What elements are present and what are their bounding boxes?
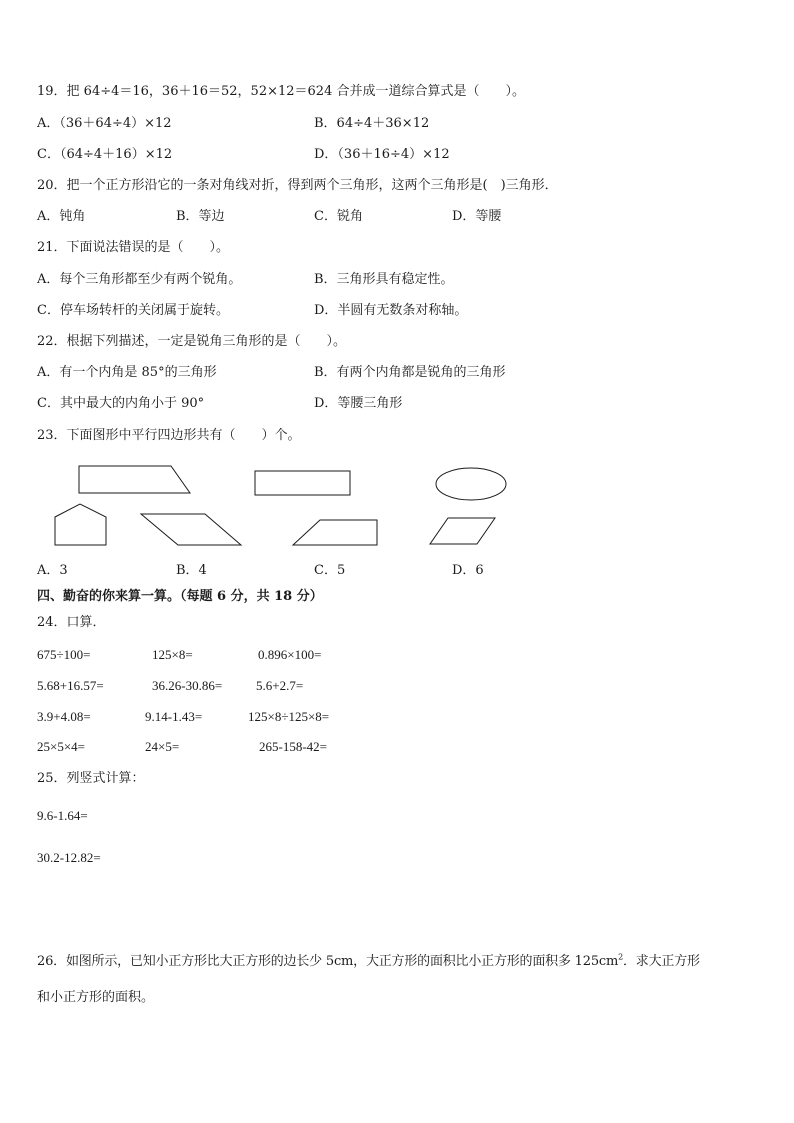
q24-item: 25×5×4= [37, 739, 85, 754]
q19-option-a[interactable]: A．（36＋64÷4）×12 [37, 116, 172, 131]
q24-item: 5.68+16.57= [37, 678, 104, 693]
q24-item: 3.9+4.08= [37, 709, 91, 724]
parallelogram-figure-wide [141, 514, 241, 545]
q24-item: 125×8÷125×8= [248, 709, 330, 724]
q24-item: 24×5= [145, 739, 180, 754]
q20-option-d[interactable]: D．等腰 [452, 209, 502, 224]
q26-line2: 和小正方形的面积。 [37, 990, 155, 1005]
q23-option-a[interactable]: A．3 [37, 563, 68, 578]
pentagon-figure [55, 504, 106, 545]
q26-line1-end: ．求大正方形 [623, 954, 700, 969]
q24-item: 9.14-1.43= [145, 709, 203, 724]
q20-stem: 20．把一个正方形沿它的一条对角线对折，得到两个三角形，这两个三角形是( )三角形． [37, 178, 558, 193]
q20-option-c[interactable]: C．锐角 [314, 209, 363, 224]
section-four-heading: 四、勤奋的你来算一算。（每题 6 分，共 18 分） [37, 589, 323, 604]
q21-stem: 21．下面说法错误的是（ ）。 [37, 240, 230, 255]
q23-option-c[interactable]: C．5 [314, 563, 346, 578]
q21-option-c[interactable]: C．停车场转杆的关闭属于旋转。 [37, 303, 229, 318]
q24-item: 0.896×100= [258, 647, 322, 662]
q22-option-c[interactable]: C．其中最大的内角小于 90° [37, 396, 205, 411]
q24-item: 5.6+2.7= [256, 678, 304, 693]
q26-line1-text: 26．如图所示，已知小正方形比大正方形的边长少 5cm，大正方形的面积比小正方形的面积多 125cm [37, 954, 619, 969]
trapezoid-figure [293, 520, 377, 545]
q19-option-d[interactable]: D．（36＋16÷4）×12 [314, 147, 450, 162]
q25-stem: 25．列竖式计算： [37, 771, 145, 786]
q22-option-b[interactable]: B．有两个内角都是锐角的三角形 [314, 365, 506, 380]
q22-option-d[interactable]: D．等腰三角形 [314, 396, 403, 411]
q21-option-a[interactable]: A．每个三角形都至少有两个锐角。 [37, 272, 242, 287]
q23-stem: 23．下面图形中平行四边形共有（ ）个。 [37, 428, 301, 443]
q22-stem: 22．根据下列描述，一定是锐角三角形的是（ ）。 [37, 334, 347, 349]
ellipse-figure [436, 468, 506, 500]
q26-line1 [37, 954, 700, 970]
q26-superscript: 2 [618, 952, 623, 962]
rectangle-figure [255, 471, 350, 495]
parallelogram-figure-small [430, 518, 495, 544]
q24-item: 265-158-42= [259, 739, 327, 754]
q25-item: 30.2-12.82= [37, 850, 101, 865]
q23-option-b[interactable]: B．4 [176, 563, 207, 578]
q19-option-b[interactable]: B．64÷4＋36×12 [314, 116, 430, 131]
q24-item: 675÷100= [37, 647, 91, 662]
q25-item: 9.6-1.64= [37, 808, 88, 823]
q24-stem: 24．口算． [37, 615, 106, 630]
q21-option-d[interactable]: D．半圆有无数条对称轴。 [314, 303, 468, 318]
q20-option-a[interactable]: A．钝角 [37, 209, 86, 224]
right-trapezoid-figure [79, 466, 190, 493]
q24-item: 125×8= [152, 647, 193, 662]
q19-option-c[interactable]: C．（64÷4＋16）×12 [37, 147, 173, 162]
q23-option-d[interactable]: D．6 [452, 563, 484, 578]
q22-option-a[interactable]: A．有一个内角是 85°的三角形 [37, 365, 217, 380]
q20-option-b[interactable]: B．等边 [176, 209, 225, 224]
q24-item: 36.26-30.86= [152, 678, 223, 693]
q21-option-b[interactable]: B．三角形具有稳定性。 [314, 272, 454, 287]
q19-stem: 19．把 64÷4＝16，36＋16＝52，52×12＝624 合并成一道综合算式是（ ）。 [37, 84, 525, 99]
